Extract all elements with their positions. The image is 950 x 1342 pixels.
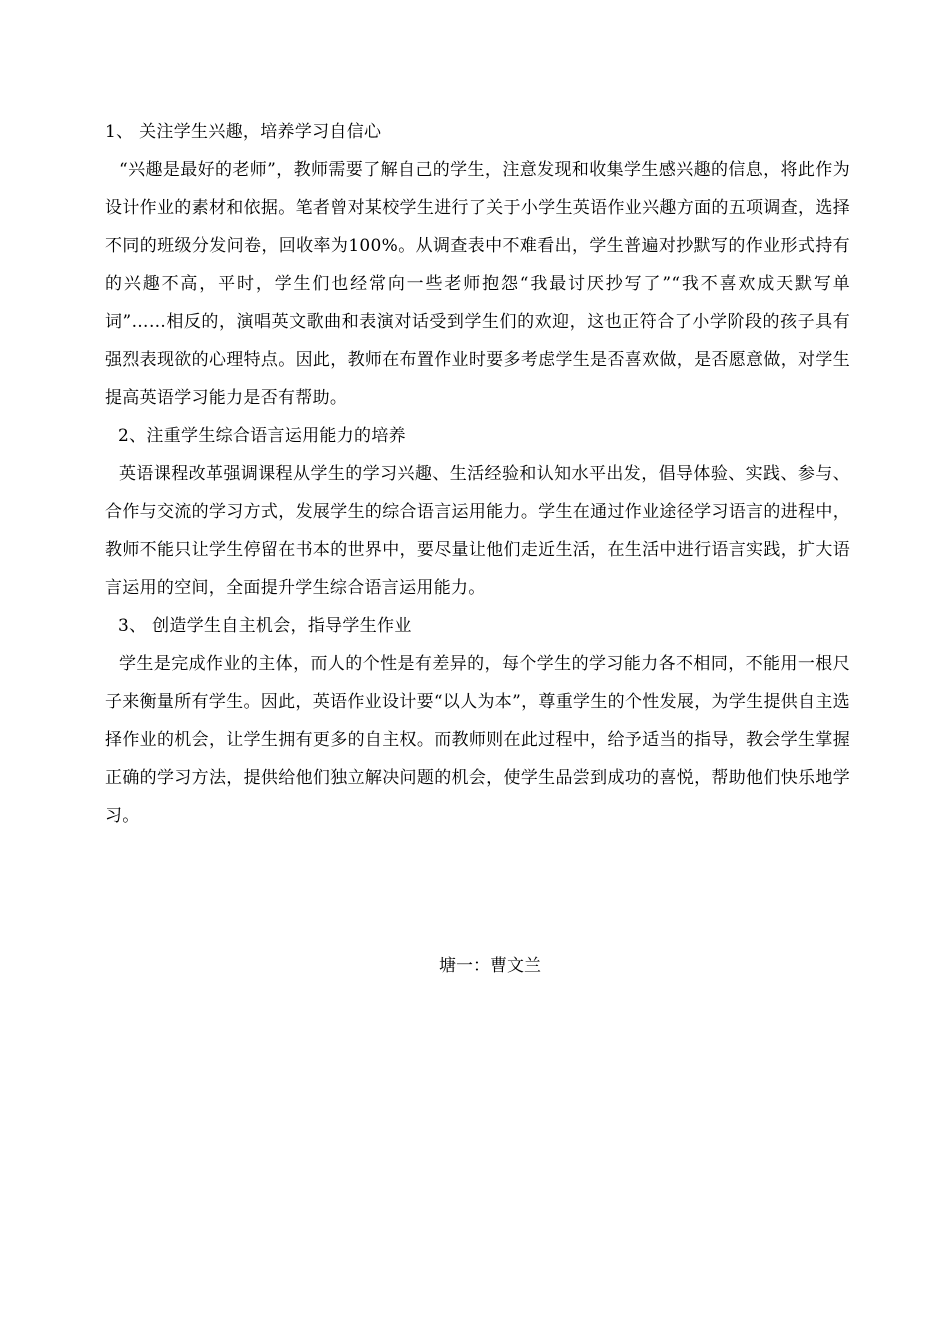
section-1-paragraph: “兴趣是最好的老师”，教师需要了解自己的学生，注意发现和收集学生感兴趣的信息，将此作为设计作业的素材和依据。笔者曾对某校学生进行了关于小学生英语作业兴趣方面的五项调查，选择不同的班级分发问卷，回收率为100%。从调查表中不难看出，学生普遍对抄默写的作业形式持有的兴趣不高，平时，学生们也经常向一些老师抱怨“我最讨厌抄写了”“我不喜欢成天默写单词”……相反的，演唱英文歌曲和表演对话受到学生们的欢迎，这也正符合了小学阶段的孩子具有强烈表现欲的心理特点。因此，教师在布置作业时要多考虑学生是否喜欢做，是否愿意做，对学生提高英语学习能力是否有帮助。 [105, 160, 850, 408]
section-3-paragraph: 学生是完成作业的主体，而人的个性是有差异的，每个学生的学习能力各不相同，不能用一根尺子来衡量所有学生。因此，英语作业设计要“以人为本”，尊重学生的个性发展，为学生提供自主选择作业的机会，让学生拥有更多的自主权。而教师则在此过程中，给予适当的指导，教会学生掌握正确的学习方法，提供给他们独立解决问题的机会，使学生品尝到成功的喜悦，帮助他们快乐地学习。 [105, 654, 850, 826]
section-1-heading: 1、 关注学生兴趣，培养学习自信心 [105, 122, 382, 142]
section-3-heading: 3、 创造学生自主机会，指导学生作业 [118, 616, 412, 636]
document-body [105, 113, 850, 835]
section-2-heading: 2、注重学生综合语言运用能力的培养 [118, 426, 406, 446]
section-2-paragraph: 英语课程改革强调课程从学生的学习兴趣、生活经验和认知水平出发，倡导体验、实践、参与、合作与交流的学习方式，发展学生的综合语言运用能力。学生在通过作业途径学习语言的进程中，教师不能只让学生停留在书本的世界中，要尽量让他们走近生活，在生活中进行语言实践，扩大语言运用的空间，全面提升学生综合语言运用能力。 [105, 464, 850, 598]
author-signature: 塘一：曹文兰 [439, 956, 541, 976]
